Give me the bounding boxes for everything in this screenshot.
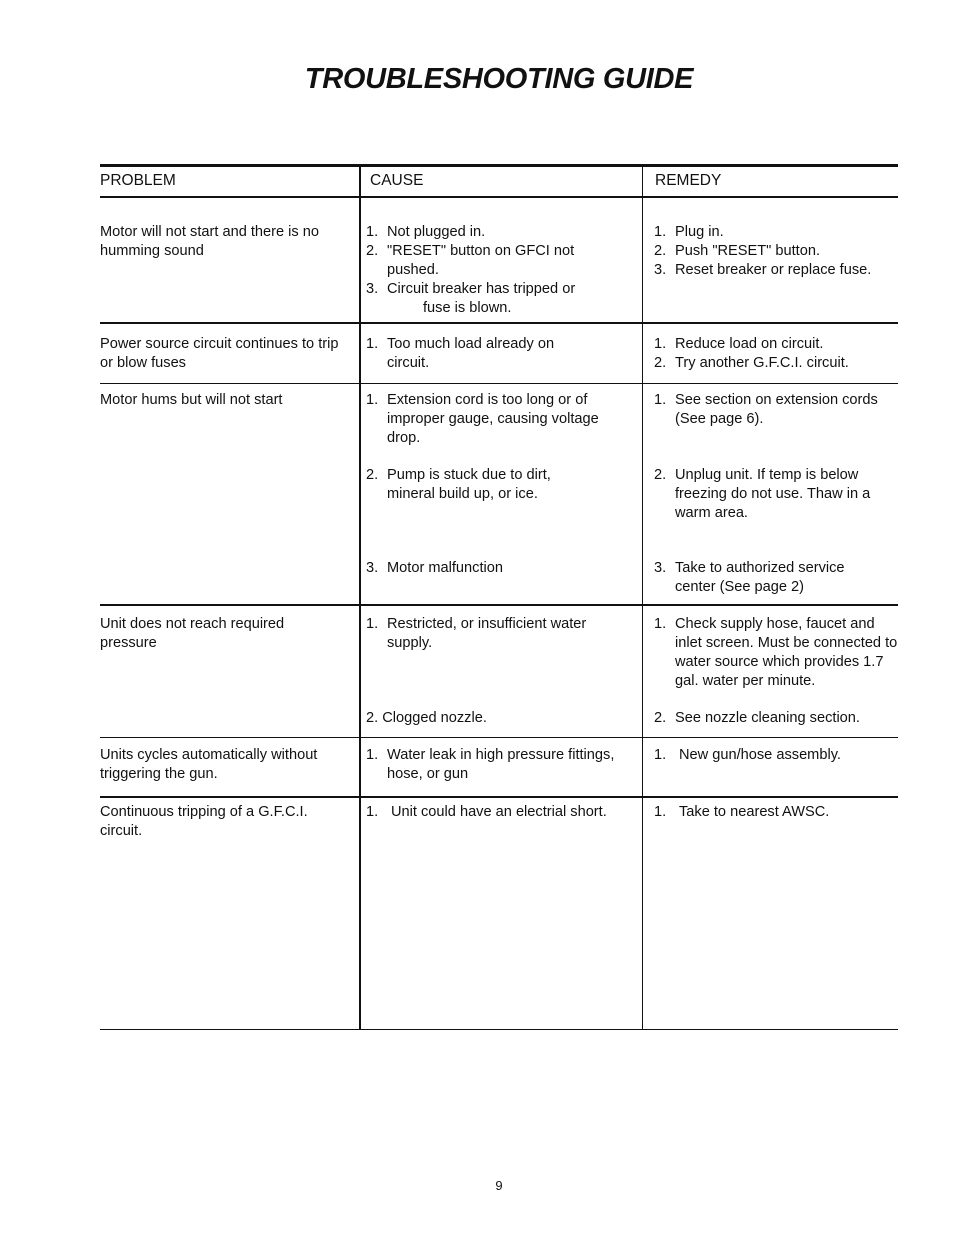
page-number: 9 — [495, 1178, 503, 1193]
cause-item: 2. Clogged nozzle. — [366, 710, 487, 726]
column-divider — [359, 164, 361, 1030]
cause-item: 1. Extension cord is too long or of improper gauge, causing voltage drop. — [366, 392, 599, 446]
cause-item: 1. Restricted, or insufficient water supply. — [366, 616, 587, 651]
cause-list — [366, 746, 640, 784]
row-divider — [100, 604, 898, 606]
cause-list — [366, 803, 638, 822]
remedy-item: 2. Push "RESET" button. — [654, 243, 821, 259]
remedy-item: 2. See nozzle cleaning section. — [654, 710, 860, 726]
cause-item: 1. Unit could have an electrial short. — [366, 804, 607, 820]
row-divider — [100, 737, 898, 738]
table-bottom-rule — [100, 1029, 898, 1030]
cause-item: 3. Circuit breaker has tripped or — [366, 281, 576, 297]
row-divider — [100, 796, 898, 798]
remedy-item: 1. See section on extension cords (See page 6). — [654, 392, 878, 427]
problem-cell: Continuous tripping of a G.F.C.I. circuit. — [100, 804, 308, 839]
cause-item: 1. Too much load already on circuit. — [366, 336, 555, 371]
remedy-list — [654, 223, 902, 280]
cause-item: fuse is blown. — [423, 300, 512, 316]
header-remedy: REMEDY — [655, 172, 722, 189]
remedy-item: 3. Take to authorized service center (See page 2) — [654, 560, 845, 595]
cause-list — [366, 335, 638, 373]
remedy-item: 1. Take to nearest AWSC. — [654, 804, 830, 820]
cause-item: 2. "RESET" button on GFCI not pushed. — [366, 243, 575, 278]
cause-item: 3. Motor malfunction — [366, 560, 503, 576]
problem-cell: Unit does not reach required pressure — [100, 616, 285, 651]
remedy-item: 1. Plug in. — [654, 224, 724, 240]
remedy-item: 1. New gun/hose assembly. — [654, 747, 841, 763]
remedy-list — [654, 746, 902, 765]
cause-item: 1. Not plugged in. — [366, 224, 486, 240]
page-title: TROUBLESHOOTING GUIDE — [304, 63, 694, 95]
remedy-item: 1. Check supply hose, faucet and inlet screen. Must be connected to water source which provides 1.7 gal. water per minute. — [654, 616, 898, 689]
row-divider — [100, 383, 898, 384]
remedy-item: 3. Reset breaker or replace fuse. — [654, 262, 872, 278]
row-divider — [100, 322, 898, 324]
header-cause: CAUSE — [370, 172, 424, 189]
column-divider — [642, 164, 643, 1029]
problem-cell: Units cycles automatically without triggering the gun. — [100, 747, 318, 782]
remedy-list — [654, 335, 902, 373]
header-bottom-rule — [100, 196, 898, 198]
remedy-list — [654, 803, 902, 822]
cause-list — [366, 223, 638, 318]
cause-item: 2. Pump is stuck due to dirt, mineral build up, or ice. — [366, 467, 551, 502]
problem-cell: Motor hums but will not start — [100, 392, 283, 408]
cause-item: 1. Water leak in high pressure fittings, hose, or gun — [366, 747, 615, 782]
header-problem: PROBLEM — [100, 172, 176, 189]
problem-cell: Motor will not start and there is no humming sound — [100, 224, 320, 259]
remedy-item: 2. Try another G.F.C.I. circuit. — [654, 355, 849, 371]
remedy-item: 1. Reduce load on circuit. — [654, 336, 824, 352]
table-top-rule — [100, 164, 898, 167]
problem-cell: Power source circuit continues to trip or blow fuses — [100, 336, 339, 371]
remedy-item: 2. Unplug unit. If temp is below freezing do not use. Thaw in a warm area. — [654, 467, 871, 521]
